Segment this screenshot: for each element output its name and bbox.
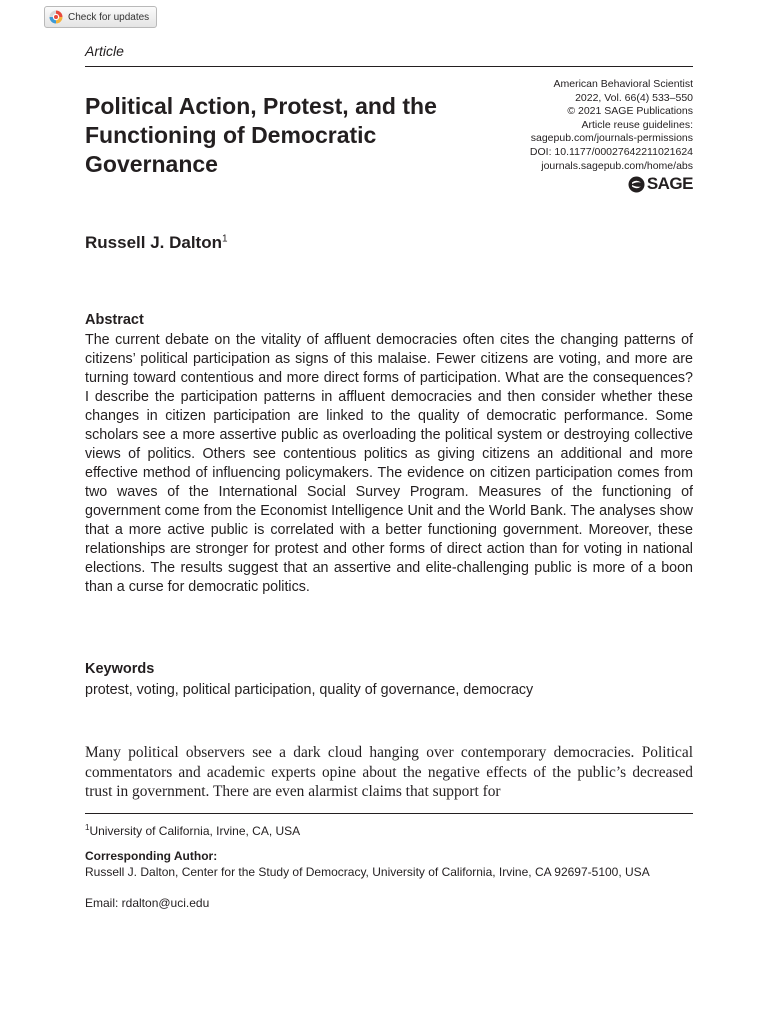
corresponding-author-heading: Corresponding Author: — [85, 849, 218, 863]
abstract-text: The current debate on the vitality of affluent democracies often cites the changing patterns of citizens’ political participation as signs of this malaise. Fewer citizens are voting, and more are turning toward contentious and more direct forms of participation. What are the consequences? I describe the participation patterns in affluent democracies and then consider whether these changes in citizen participation are linked to the quality of democratic performance. Some scholars see a more assertive public as overloading the political system or destroying collective views of politics. Others see contentious politics as giving citizens an additional and more effective method of influencing policymakers. The evidence on citizen participation comes from two waves of the International Social Survey Program. Measures of the functioning of government come from the Economist Intelligence Unit and the World Bank. The analyses show that a more active public is correlated with a better functioning government. Moreover, these relationships are stronger for protest and other forms of direct action than for voting in national elections. The results suggest that an assertive and elite-challenging public is more of a boon than a curse for democratic politics. — [85, 332, 693, 595]
publisher-logo-text: SAGE — [646, 174, 693, 193]
journal-name: American Behavioral Scientist — [553, 78, 693, 90]
abstract-heading: Abstract — [85, 312, 144, 328]
footnote-divider — [85, 813, 693, 814]
journal-homepage-link[interactable]: journals.sagepub.com/home/abs — [541, 159, 693, 172]
author-affiliation — [85, 823, 300, 838]
reuse-guidelines-label: Article reuse guidelines: — [581, 118, 693, 131]
journal-info — [463, 78, 693, 173]
sage-logo-icon — [628, 176, 645, 193]
publisher-logo — [628, 174, 693, 194]
affiliation-marker: 1 — [85, 823, 90, 832]
keywords-text: protest, voting, political participation, quality of governance, democracy — [85, 682, 534, 698]
corresponding-author-text: Russell J. Dalton, Center for the Study of Democracy, University of California, Irvine, CA 92697-5100, USA — [85, 865, 650, 879]
check-for-updates-label: Check for updates — [68, 11, 150, 23]
crossmark-icon — [49, 10, 63, 24]
journal-issue: 2022, Vol. 66(4) 533–550 — [575, 91, 693, 104]
author-name: Russell J. Dalton — [85, 233, 222, 252]
article-type-label: Article — [85, 43, 124, 59]
permissions-link[interactable]: sagepub.com/journals-permissions — [530, 132, 693, 145]
copyright-notice: © 2021 SAGE Publications — [567, 105, 693, 118]
check-for-updates-button[interactable] — [44, 6, 157, 28]
keywords-heading: Keywords — [85, 661, 155, 677]
author-byline — [85, 233, 228, 253]
header-divider — [85, 66, 693, 67]
affiliation-text: University of California, Irvine, CA, USA — [89, 824, 301, 838]
body-paragraph: Many political observers see a dark cloud hanging over contemporary democracies. Political commentators and academic experts opine about the negative effects of the public’s decreased trust in government. There are even alarmist claims that support for — [85, 744, 693, 800]
corresponding-author-email[interactable]: Email: rdalton@uci.edu — [85, 896, 210, 910]
article-title: Political Action, Protest, and the Functioning of Democratic Governance — [85, 93, 437, 177]
doi-link[interactable]: DOI: 10.1177/00027642211021624 — [529, 145, 693, 158]
author-affiliation-marker: 1 — [221, 233, 228, 245]
